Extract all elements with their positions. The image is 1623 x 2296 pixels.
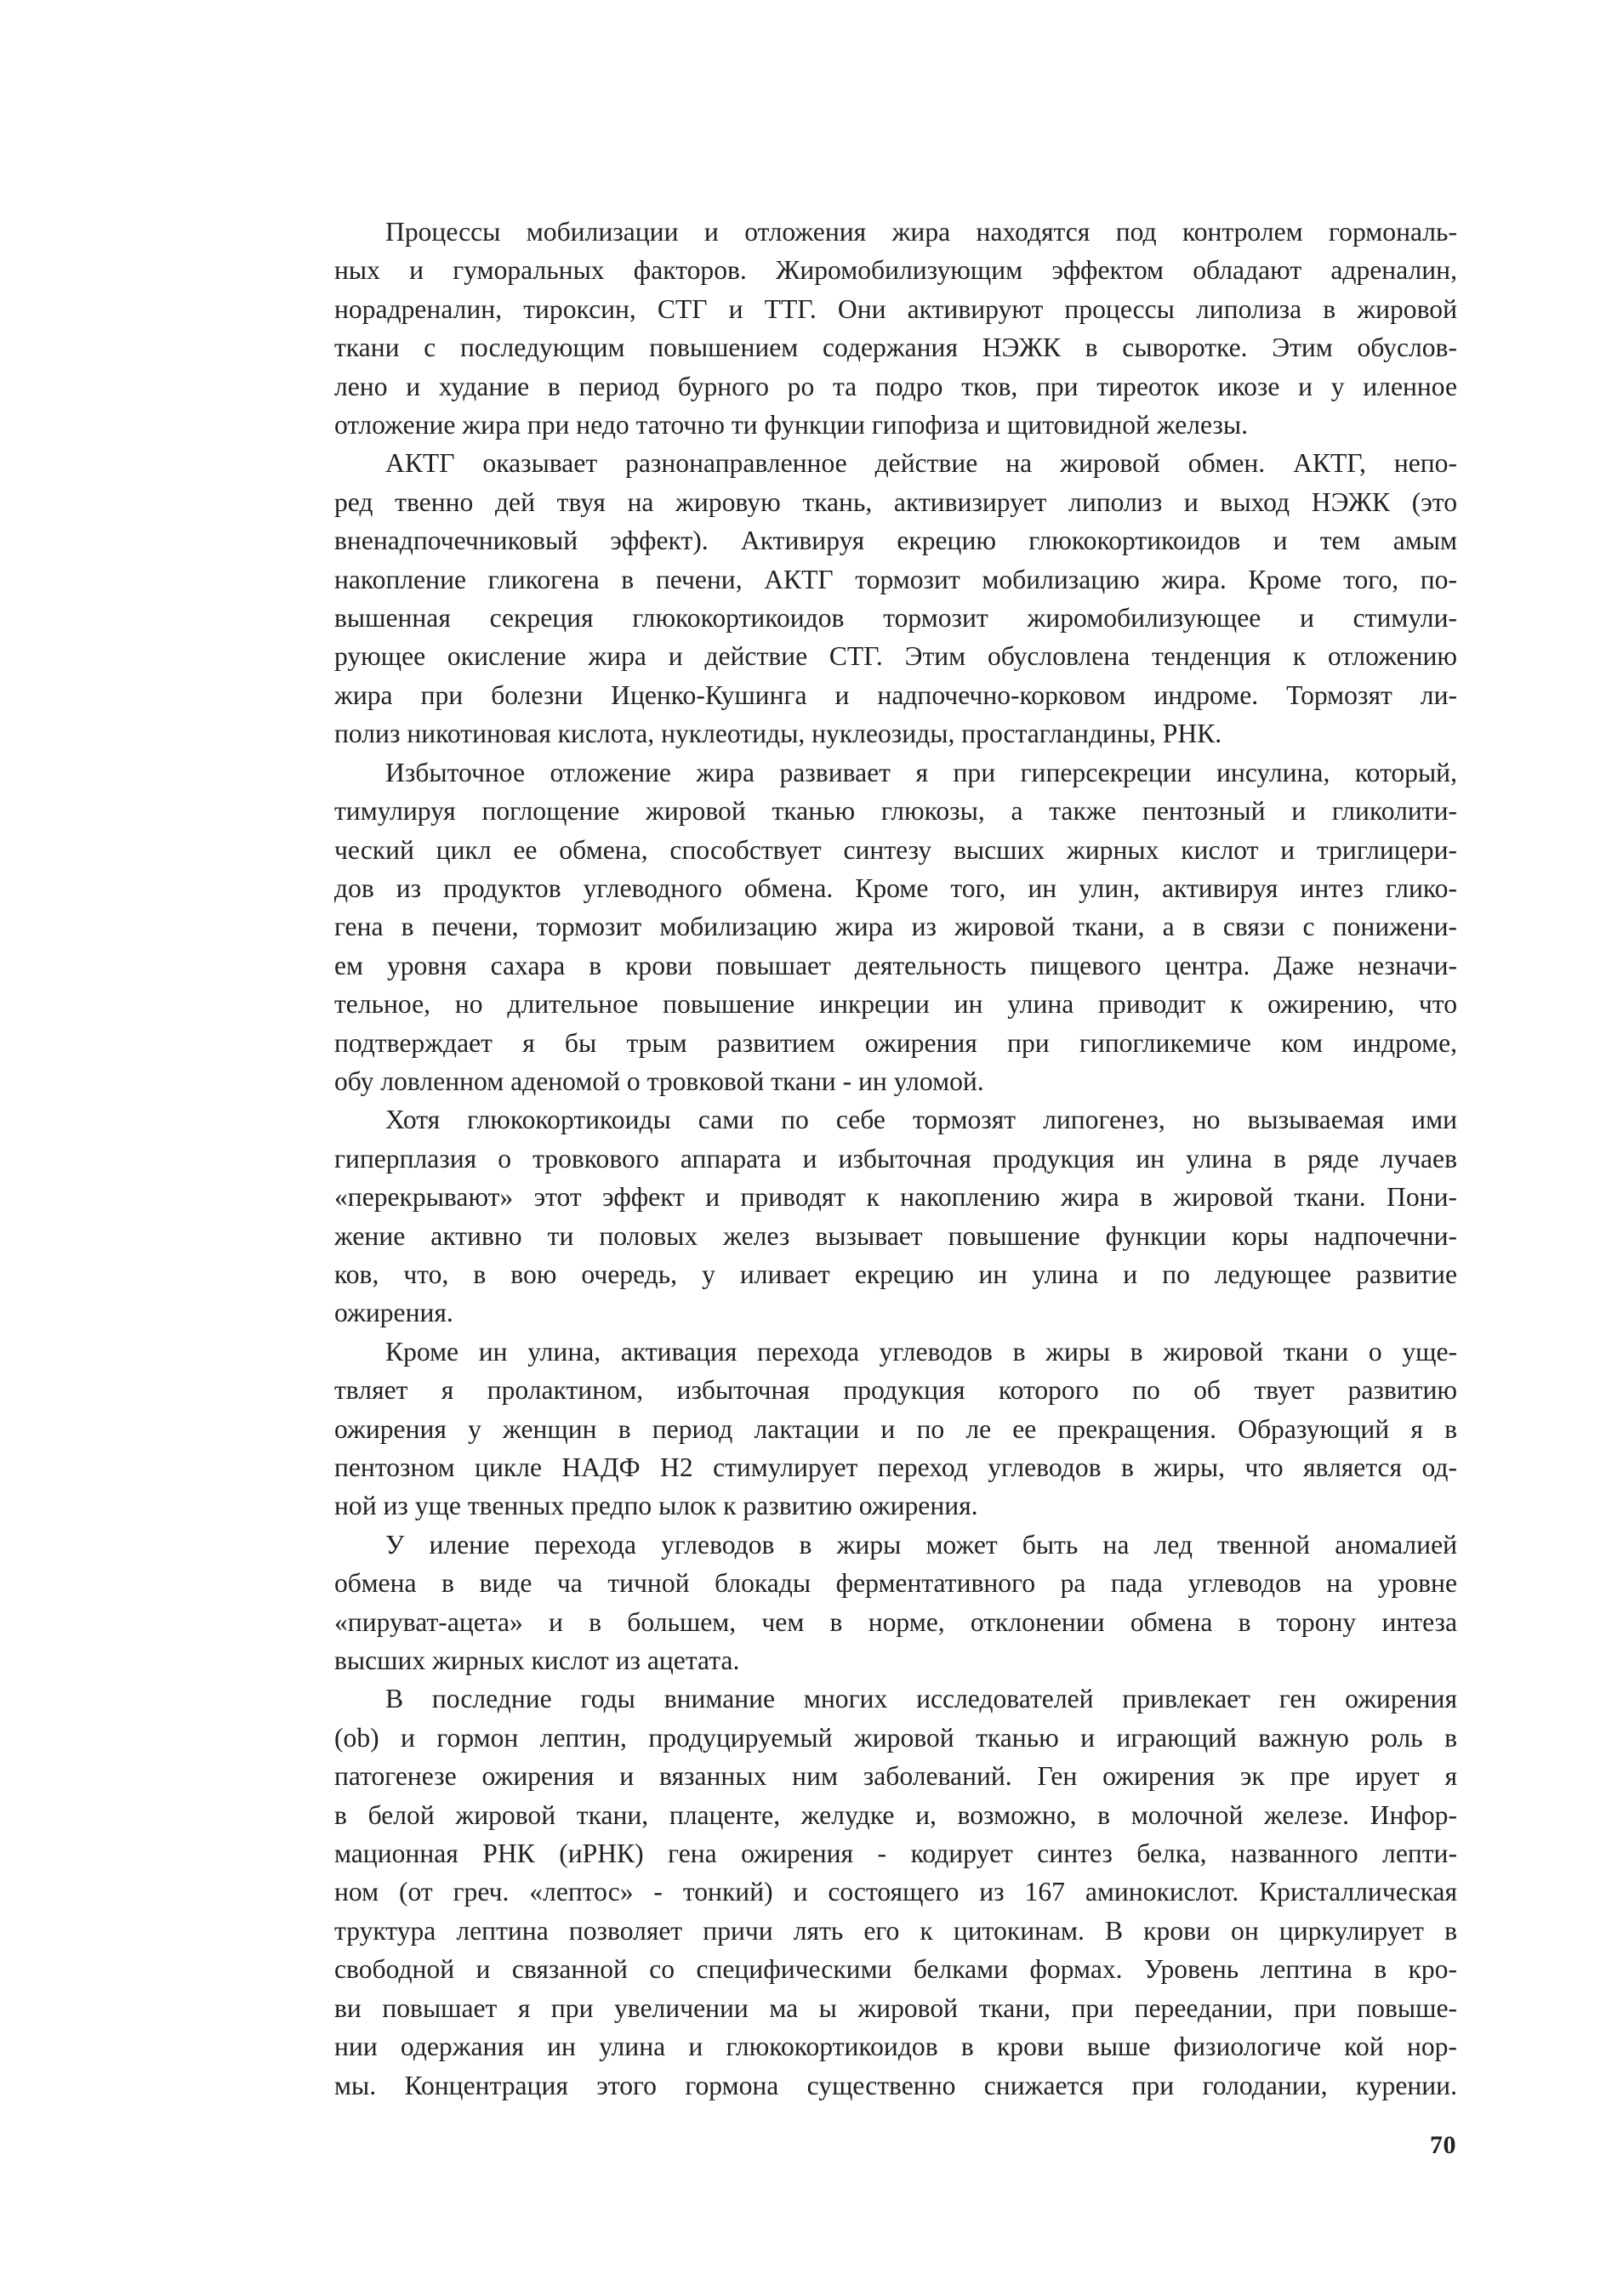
text-line: тельное, но длительное повышение инкреции ин улина приводит к ожирению, что <box>334 989 1457 1020</box>
text-line: вышенная секреция глюкокортикоидов тормозит жиромобилизующее и стимули- <box>334 603 1457 634</box>
text-line: ред твенно дей твуя на жировую ткань, активизирует липолиз и выход НЭЖК (это <box>334 486 1457 517</box>
paragraph-5 <box>334 1333 1457 1526</box>
text-line: подтверждает я бы трым развитием ожирения при гипогликемиче ком индроме, <box>334 1027 1457 1058</box>
text-line: ем уровня сахара в крови повышает деятельность пищевого центра. Даже незначи- <box>334 950 1457 980</box>
text-line: рующее окисление жира и действие СТГ. Этим обусловлена тенденция к отложению <box>334 641 1457 672</box>
paragraph-6 <box>334 1526 1457 1680</box>
text-line: вненадпочечниковый эффект). Активируя екрецию глюкокортикоидов и тем амым <box>334 526 1457 556</box>
text-line: Избыточное отложение жира развивает я при гиперсекреции инсулина, который, <box>385 757 1457 787</box>
text-line: (ob) и гормон лептин, продуцируемый жировой тканью и играющий важную роль в <box>334 1722 1457 1753</box>
text-line: нии одержания ин улина и глюкокортикоидов в крови выше физиологиче кой нор- <box>334 2032 1457 2062</box>
text-line: пентозном цикле НАДФ Н2 стимулирует переход углеводов в жиры, что является од- <box>334 1452 1457 1482</box>
text-line: Кроме ин улина, активация перехода углеводов в жиры в жировой ткани о уще- <box>385 1336 1457 1367</box>
text-line: патогенезе ожирения и вязанных ним заболеваний. Ген ожирения эк пре ирует я <box>334 1761 1457 1792</box>
text-line: «пируват-ацета» и в большем, чем в норме, отклонении обмена в торону интеза <box>334 1606 1457 1637</box>
text-line: АКТГ оказывает разнонаправленное действие на жировой обмен. АКТГ, непо- <box>385 448 1457 479</box>
text-line: высших жирных кислот из ацетата. <box>334 1645 740 1676</box>
text-line: гиперплазия о тровкового аппарата и избыточная продукция ин улина в ряде лучаев <box>334 1143 1457 1174</box>
text-line: мы. Концентрация этого гормона существенно снижается при голодании, курении. <box>334 2070 1457 2100</box>
paragraph-2 <box>334 444 1457 753</box>
text-line: ви повышает я при увеличении ма ы жировой ткани, при переедании, при повыше- <box>334 1992 1457 2023</box>
text-line: накопление гликогена в печени, АКТГ тормозит мобилизацию жира. Кроме того, по- <box>334 564 1457 594</box>
text-line: ожирения у женщин в период лактации и по ле ее прекращения. Образующий я в <box>334 1413 1457 1444</box>
text-line: труктура лептина позволяет причи лять его к цитокинам. В крови он циркулирует в <box>334 1915 1457 1946</box>
text-line: жение активно ти половых желез вызывает повышение функции коры надпочечни- <box>334 1220 1457 1251</box>
text-line: норадреналин, тироксин, СТГ и ТТГ. Они активируют процессы липолиза в жировой <box>334 293 1457 324</box>
text-line: ткани с последующим повышением содержания НЭЖК в сыворотке. Этим обуслов- <box>334 332 1457 363</box>
text-line: тимулируя поглощение жировой тканью глюкозы, а также пентозный и гликолити- <box>334 796 1457 827</box>
text-line: ной из уще твенных предпо ылок к развитию ожирения. <box>334 1491 978 1521</box>
text-line: дов из продуктов углеводного обмена. Кроме того, ин улин, активируя интез глико- <box>334 872 1457 903</box>
text-line: обу ловленном аденомой о тровковой ткани - ин уломой. <box>334 1066 984 1096</box>
text-line: Процессы мобилизации и отложения жира находятся под контролем гормональ- <box>385 217 1457 247</box>
page-number: 70 <box>1430 2131 1456 2159</box>
paragraph-3 <box>334 753 1457 1101</box>
text-line: твляет я пролактином, избыточная продукция которого по об твует развитию <box>334 1375 1457 1406</box>
text-line: лено и худание в период бурного ро та подро тков, при тиреоток икозе и у иленное <box>334 371 1457 401</box>
text-line: «перекрывают» этот эффект и приводят к накоплению жира в жировой ткани. Пони- <box>334 1182 1457 1213</box>
paragraph-1 <box>334 213 1457 444</box>
text-line: В последние годы внимание многих исследователей привлекает ген ожирения <box>385 1684 1457 1714</box>
text-line: ческий цикл ее обмена, способствует синтезу высших жирных кислот и триглицери- <box>334 834 1457 865</box>
text-line: в белой жировой ткани, плаценте, желудке и, возможно, в молочной железе. Инфор- <box>334 1799 1457 1830</box>
paragraph-7 <box>334 1679 1457 2104</box>
text-line: гена в печени, тормозит мобилизацию жира из жировой ткани, а в связи с понижени- <box>334 912 1457 942</box>
text-line: жира при болезни Иценко-Кушинга и надпочечно-корковом индроме. Тормозят ли- <box>334 679 1457 710</box>
text-line: полиз никотиновая кислота, нуклеотиды, нуклеозиды, простагландины, РНК. <box>334 719 1222 749</box>
text-line: У иление перехода углеводов в жиры может быть на лед твенной аномалией <box>385 1529 1457 1560</box>
paragraph-4 <box>334 1100 1457 1332</box>
text-line: обмена в виде ча тичной блокады ферментативного ра пада углеводов на уровне <box>334 1568 1457 1599</box>
text-line: ных и гуморальных факторов. Жиромобилизующим эффектом обладают адреналин, <box>334 255 1457 286</box>
body-text <box>334 213 1457 2105</box>
text-line: ков, что, в вою очередь, у иливает екрецию ин улина и по ледующее развитие <box>334 1259 1457 1289</box>
text-line: ном (от греч. «лептос» - тонкий) и состоящего из 167 аминокислот. Кристаллическая <box>334 1877 1457 1907</box>
text-line: свободной и связанной со специфическими белками формах. Уровень лептина в кро- <box>334 1954 1457 1985</box>
text-line: ожирения. <box>334 1298 453 1328</box>
text-line: мационная РНК (иРНК) гена ожирения - кодирует синтез белка, названного лепти- <box>334 1839 1457 1869</box>
text-line: отложение жира при недо таточно ти функции гипофиза и щитовидной железы. <box>334 410 1249 440</box>
text-line: Хотя глюкокортикоиды сами по себе тормозят липогенез, но вызываемая ими <box>385 1105 1457 1135</box>
